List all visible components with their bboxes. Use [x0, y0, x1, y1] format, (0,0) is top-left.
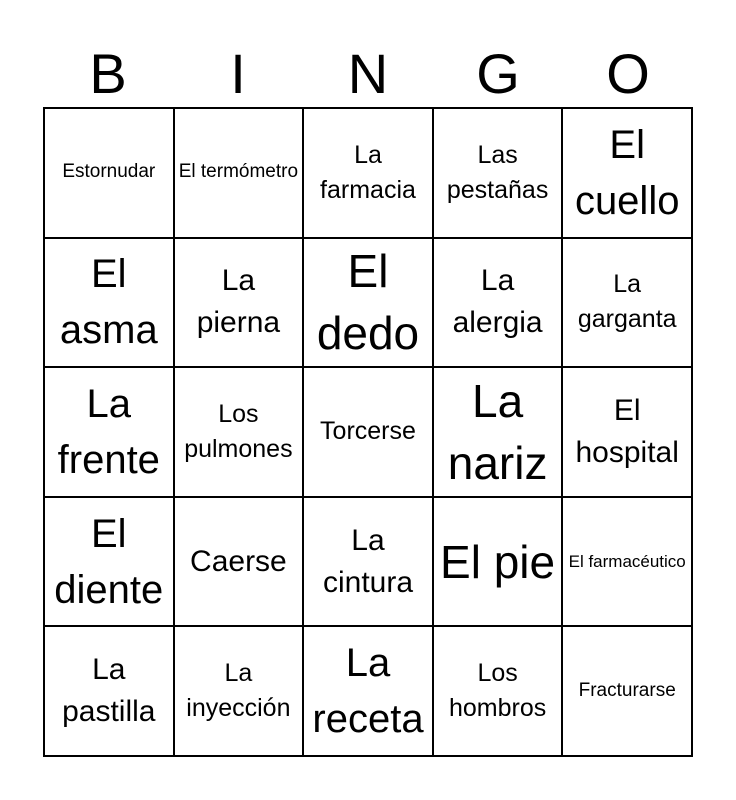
cell-text: El cuello [574, 122, 680, 223]
bingo-cell[interactable] [44, 497, 174, 627]
cell-text: Fracturarse [578, 679, 676, 701]
cell-text: Torcerse [320, 417, 416, 446]
bingo-cell[interactable] [174, 626, 304, 756]
bingo-cell[interactable] [174, 108, 304, 238]
header-letter-n: N [347, 42, 389, 105]
header-letter-g: G [476, 42, 520, 105]
bingo-board [43, 107, 693, 757]
cell-text: Estornudar [62, 161, 156, 183]
header-letter-b: B [89, 42, 127, 105]
cell-text: El farmacéutico [568, 551, 686, 571]
header-letter-o: O [606, 42, 650, 105]
bingo-cell[interactable] [44, 108, 174, 238]
bingo-cell[interactable] [433, 367, 563, 497]
bingo-cell[interactable] [562, 238, 692, 368]
cell-text: La pierna [196, 264, 281, 340]
cell-text: Los pulmones [184, 399, 293, 463]
cell-text: La farmacia [320, 140, 416, 204]
header-letter-i: I [230, 42, 246, 105]
cell-text: La pastilla [62, 653, 156, 729]
bingo-cell[interactable] [433, 238, 563, 368]
bingo-cell[interactable] [562, 626, 692, 756]
bingo-cell[interactable] [44, 367, 174, 497]
cell-text: La alergia [452, 264, 543, 340]
bingo-header [43, 40, 693, 108]
bingo-cell[interactable] [562, 108, 692, 238]
bingo-cell[interactable] [433, 108, 563, 238]
bingo-cell[interactable] [44, 238, 174, 368]
bingo-cell[interactable] [303, 497, 433, 627]
cell-text: El dedo [316, 245, 420, 360]
bingo-cell[interactable] [562, 497, 692, 627]
bingo-cell[interactable] [433, 497, 563, 627]
bingo-cell[interactable] [303, 626, 433, 756]
cell-text: El hospital [575, 393, 679, 469]
cell-text: La garganta [577, 270, 677, 334]
cell-text: Caerse [190, 544, 287, 578]
bingo-cell[interactable] [303, 238, 433, 368]
bingo-cell[interactable] [433, 626, 563, 756]
bingo-cell[interactable] [174, 497, 304, 627]
cell-text: El diente [54, 511, 164, 612]
cell-text: El pie [440, 535, 556, 588]
cell-text: La nariz [447, 374, 548, 489]
cell-text: El termómetro [178, 161, 299, 183]
cell-text: La receta [312, 641, 424, 742]
bingo-cell[interactable] [562, 367, 692, 497]
cell-text: La frente [57, 381, 160, 482]
cell-text: Las pestañas [446, 140, 549, 204]
bingo-cell[interactable] [174, 367, 304, 497]
cell-text: El asma [59, 252, 158, 353]
bingo-cell[interactable] [303, 367, 433, 497]
bingo-cell[interactable] [303, 108, 433, 238]
bingo-cell[interactable] [44, 626, 174, 756]
cell-text: Los hombros [448, 659, 547, 723]
bingo-cell[interactable] [174, 238, 304, 368]
cell-text: La cintura [322, 523, 414, 599]
cell-text: La inyección [186, 659, 291, 723]
